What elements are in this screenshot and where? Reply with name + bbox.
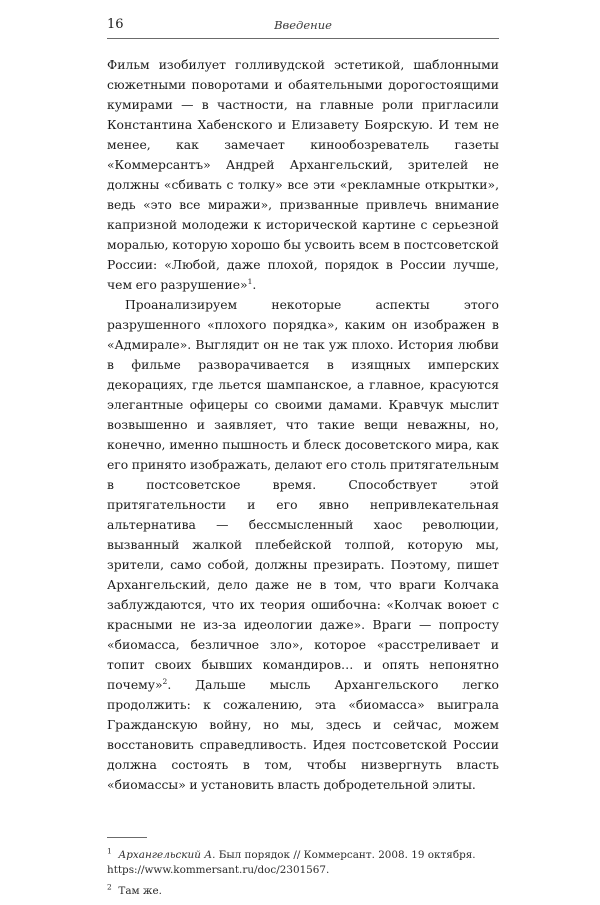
paragraph-2 [107, 295, 499, 795]
paragraph-2-text: Проанализируем некоторые аспекты этого разрушенного «плохого порядка», каким он изображен в «Адмирале». Выглядит он не так уж плохо. История любви в фильме разворачивается в изящных имперских декорациях, где льется шампанское, а главное, красуются элегантные офицеры со своими дамами. Кравчук мыслит возвышенно и заявляет, что такие вещи неважны, но, конечно, именно пышность и блеск досоветского мира, как его принято изображать, делают его столь притягательным в постсоветское время. Способствует этой притягательности и его явно непривлекательная альтернатива — бессмысленный хаос революции, вызванный жалкой плебейской толпой, которую мы, зрители, само собой, должны презирать. Поэтому, пишет Архангельский, дело даже не в том, что враги Колчака заблуждаются, что их теория ошибочна: «Колчак воюет с красными не из-за идеологии даже». Враги — попросту «биомасса, безличное зло», которое «расстреливает и топит своих бывших командиров… и опять непонятно почему» [107, 298, 500, 692]
footnote-2 [107, 884, 499, 899]
paragraph-1-text: Фильм изобилует голливудской эстетикой, шаблонными сюжетными поворотами и обаятельными дорогостоящими кумирами — в частности, на главные роли пригласили Константина Хабенского и Елизавету Боярскую. И тем не менее, как замечает кинообозреватель газеты «Коммерсантъ» Андрей Архангельский, зрителей не должны «сбивать с толку» все эти «рекламные открытки», ведь «это все миражи», призванные привлечь внимание капризной молодежи к исторической картине с серьезной моралью, которую хорошо бы усвоить всем в постсоветской России: «Любой, даже плохой, порядок в России лучше, чем его разрушение» [107, 58, 499, 292]
section-title: Введение [274, 18, 332, 32]
footnote-ref-1[interactable]: 1 [247, 276, 253, 286]
footnote-1 [107, 848, 499, 878]
footnote-1-author: Архангельский А. [118, 849, 216, 861]
footnote-ref-2[interactable]: 2 [162, 676, 168, 686]
footnote-1-number: 1 [107, 846, 112, 856]
footnote-2-number: 2 [107, 882, 112, 892]
footnote-1-text: Был порядок // Коммерсант. 2008. 19 октября. https://www.kommersant.ru/doc/2301567. [107, 849, 476, 876]
footnote-2-text: Там же. [118, 885, 162, 897]
paragraph-1: Фильм изобилует голливудской эстетикой, шаблонными сюжетными поворотами и обаятельными дорогостоящими кумирами — в частности, на главные роли пригласили Константина Хабенского и Елизавету Боярскую. И тем не менее, как замечает кинообозреватель газеты «Коммерсантъ» Андрей Архангельский, зрителей не должны «сбивать с толку» все эти «рекламные открытки», ведь «это все миражи», призванные привлечь внимание капризной молодежи к исторической картине с серьезной моралью, которую хорошо бы усвоить всем в постсоветской России: «Любой, даже плохой, порядок в России лучше, чем его разрушение»$^1$. [107, 58, 499, 292]
body-text [107, 55, 499, 795]
page-number: 16 [107, 17, 124, 32]
footnote-divider [107, 837, 147, 838]
running-head [107, 12, 499, 39]
book-page [107, 12, 499, 905]
paragraph-2-tail: . Дальше мысль Архангельского легко продолжить: к сожалению, эта «биомасса» выиграла Гражданскую войну, но мы, здесь и сейчас, можем восстановить справедливость. Идея постсоветской России должна состоять в том, чтобы низвергнуть власть «биомассы» и установить власть добродетельной элиты. [107, 678, 499, 792]
